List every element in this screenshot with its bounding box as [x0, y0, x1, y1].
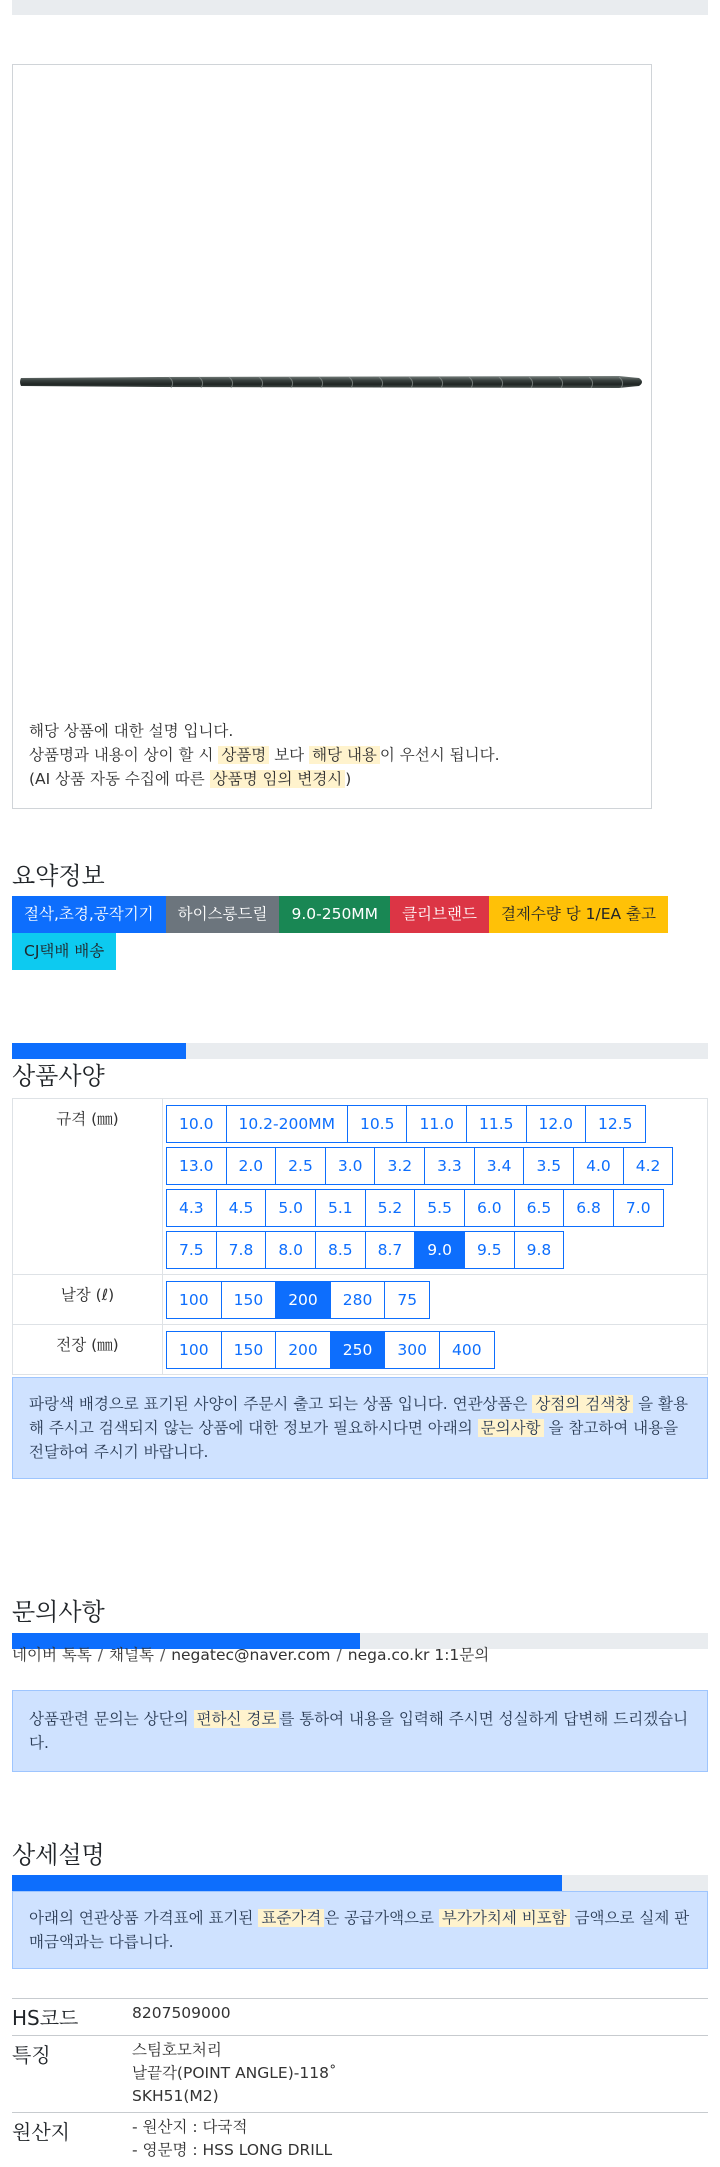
spec-option-button[interactable]: 12.5: [585, 1105, 646, 1143]
spec-label: 전장 (㎜): [13, 1325, 163, 1374]
detail-title: 상세설명: [12, 1841, 105, 1869]
detail-notice: [12, 1891, 708, 1969]
option-line: [166, 1103, 707, 1145]
spec-option-button[interactable]: 8.7: [365, 1231, 416, 1269]
spec-option-button[interactable]: 150: [221, 1281, 277, 1319]
info-key: HS코드: [12, 2006, 79, 2030]
spec-option-button[interactable]: 11.5: [466, 1105, 527, 1143]
spec-notice: [12, 1377, 708, 1479]
spec-option-button[interactable]: 6.5: [514, 1189, 565, 1227]
spec-option-button[interactable]: 3.5: [523, 1147, 574, 1185]
spec-option-button[interactable]: 3.4: [474, 1147, 525, 1185]
spec-label: 규격 (㎜): [13, 1099, 163, 1274]
desc-line-1: 해당 상품에 대한 설명 입니다.: [29, 722, 234, 740]
inquiry-title: 문의사항: [12, 1598, 105, 1626]
spec-option-button[interactable]: 11.0: [406, 1105, 467, 1143]
info-row-hs-code: [12, 1998, 708, 2035]
spec-option-button[interactable]: 75: [384, 1281, 430, 1319]
option-line: [166, 1145, 707, 1187]
spec-progress: [12, 1043, 708, 1059]
spec-option-button[interactable]: 9.8: [514, 1231, 565, 1269]
badge-product-type: 하이스롱드릴: [166, 896, 280, 933]
desc-line-2: [29, 743, 500, 767]
spec-option-button[interactable]: 4.3: [166, 1189, 217, 1227]
info-value: [132, 2002, 708, 2031]
spec-table: [12, 1098, 708, 1375]
spec-option-button[interactable]: 5.0: [265, 1189, 316, 1227]
detail-progress: [12, 1875, 708, 1891]
separator: /: [336, 1646, 342, 1664]
notice-text: 금액으로 실제 판매금액과는 다릅니다.: [29, 1909, 690, 1951]
info-row-features: [12, 2035, 708, 2112]
separator: /: [97, 1646, 104, 1664]
spec-option-button[interactable]: 280: [330, 1281, 386, 1319]
badge-size: 9.0-250MM: [279, 896, 390, 933]
spec-option-button[interactable]: 9.5: [464, 1231, 515, 1269]
spec-row-total-length: [13, 1325, 707, 1374]
info-value-line: - 영문명 : HSS LONG DRILL: [132, 2141, 333, 2159]
highlight-search: 상점의 검색창: [532, 1395, 633, 1413]
badge-brand: 클리브랜드: [390, 896, 489, 933]
detail-info-table: [12, 1998, 708, 2166]
info-key: 원산지: [12, 2120, 70, 2144]
spec-option-button[interactable]: 7.0: [613, 1189, 664, 1227]
spec-option-button[interactable]: 200: [275, 1281, 331, 1319]
option-line: [166, 1187, 707, 1229]
highlight-content: 해당 내용: [309, 746, 380, 764]
spec-option-button[interactable]: 13.0: [166, 1147, 227, 1185]
link-channel-talk[interactable]: 채널톡: [109, 1646, 154, 1664]
notice-text: 상품관련 문의는 상단의: [29, 1710, 194, 1728]
spec-option-button[interactable]: 5.1: [315, 1189, 366, 1227]
highlight-product-name: 상품명: [218, 746, 269, 764]
badge-shipping-unit: 결제수량 당 1/EA 출고: [489, 896, 668, 933]
notice-text: 파랑색 배경으로 표기된 사양이 주문시 출고 되는 상품 입니다. 연관상품은: [29, 1395, 533, 1413]
top-bar: [12, 0, 708, 15]
desc-text: 보다: [269, 746, 310, 764]
highlight-vat-excluded: 부가가치세 비포함: [439, 1909, 570, 1927]
desc-text: (AI 상품 자동 수집에 따른: [29, 770, 210, 788]
summary-badges: [12, 896, 712, 970]
notice-text: 를 통하여 내용을 입력해 주시면 성실하게 답변해 드리겠습니다.: [29, 1710, 689, 1752]
detail-progress-fill: [12, 1875, 562, 1891]
spec-option-button[interactable]: 3.2: [374, 1147, 425, 1185]
summary-title: 요약정보: [12, 862, 105, 890]
spec-option-button[interactable]: 4.5: [216, 1189, 267, 1227]
spec-label: 날장 (ℓ): [13, 1275, 163, 1324]
info-key: 특징: [12, 2043, 51, 2067]
option-line: [166, 1279, 707, 1321]
spec-option-button[interactable]: 2.5: [275, 1147, 326, 1185]
info-row-origin: [12, 2112, 708, 2166]
spec-option-button[interactable]: 100: [166, 1281, 222, 1319]
desc-line-3: [29, 767, 500, 791]
product-description: [29, 719, 500, 791]
spec-option-button[interactable]: 5.5: [414, 1189, 465, 1227]
info-value-line: - 원산지 : 다국적: [132, 2118, 248, 2136]
notice-text: 은 공급가액으로: [324, 1909, 439, 1927]
notice-text: 을 참고하여 내용을 전달하여 주시기 바랍니다.: [29, 1419, 679, 1461]
desc-text: ): [345, 770, 352, 788]
spec-option-button[interactable]: 10.2-200MM: [226, 1105, 348, 1143]
spec-option-button[interactable]: 6.0: [464, 1189, 515, 1227]
spec-option-button[interactable]: 10.0: [166, 1105, 227, 1143]
notice-text: 아래의 연관상품 가격표에 표기된: [29, 1909, 259, 1927]
info-value: [132, 2116, 708, 2162]
badge-category: 절삭,초경,공작기기: [12, 896, 166, 933]
drill-image: [19, 372, 645, 392]
inquiry-links: [12, 1643, 489, 1665]
link-website-inquiry[interactable]: nega.co.kr 1:1문의: [347, 1646, 490, 1664]
product-image-box: [12, 64, 652, 809]
spec-option-button[interactable]: 200: [275, 1331, 331, 1369]
info-value-line: SKH51(M2): [132, 2087, 219, 2105]
notice-text: 을 활용해 주시고 검색되지 않는 상품에 대한 정보가 필요하시다면 아래의: [29, 1395, 688, 1437]
desc-text: 이 우선시 됩니다.: [379, 746, 500, 764]
spec-options: [163, 1275, 707, 1324]
spec-option-button[interactable]: 3.0: [325, 1147, 376, 1185]
spec-option-button[interactable]: 12.0: [526, 1105, 587, 1143]
highlight-route: 편하신 경로: [194, 1710, 280, 1728]
info-value-line: 8207509000: [132, 2004, 231, 2022]
spec-option-button[interactable]: 250: [330, 1331, 386, 1369]
spec-option-button[interactable]: 5.2: [365, 1189, 416, 1227]
option-line: [166, 1329, 707, 1371]
spec-option-button[interactable]: 300: [384, 1331, 440, 1369]
link-email[interactable]: negatec@naver.com: [171, 1646, 331, 1664]
spec-option-button[interactable]: 4.2: [623, 1147, 674, 1185]
spec-option-button[interactable]: 100: [166, 1331, 222, 1369]
info-value: [132, 2039, 708, 2108]
info-value-line: 스팀호모처리: [132, 2041, 222, 2059]
spec-option-button[interactable]: 9.0: [414, 1231, 465, 1269]
spec-options: [163, 1099, 707, 1274]
spec-title: 상품사양: [12, 1062, 105, 1090]
highlight-standard-price: 표준가격: [258, 1909, 324, 1927]
spec-option-button[interactable]: 6.8: [563, 1189, 614, 1227]
link-naver-talk[interactable]: 네이버 톡톡: [12, 1646, 92, 1664]
inquiry-notice: [12, 1690, 708, 1772]
spec-option-button[interactable]: 8.0: [265, 1231, 316, 1269]
highlight-name-change: 상품명 임의 변경시: [210, 770, 346, 788]
highlight-inquiry: 문의사항: [478, 1419, 544, 1437]
spec-option-button[interactable]: 400: [439, 1331, 495, 1369]
spec-option-button[interactable]: 150: [221, 1331, 277, 1369]
separator: /: [159, 1646, 166, 1664]
spec-option-button[interactable]: 7.5: [166, 1231, 217, 1269]
spec-option-button[interactable]: 8.5: [315, 1231, 366, 1269]
spec-option-button[interactable]: 7.8: [216, 1231, 267, 1269]
spec-option-button[interactable]: 2.0: [226, 1147, 277, 1185]
option-line: [166, 1229, 707, 1271]
spec-option-button[interactable]: 4.0: [573, 1147, 624, 1185]
spec-row-size: [13, 1099, 707, 1275]
spec-options: [163, 1325, 707, 1374]
spec-option-button[interactable]: 10.5: [347, 1105, 408, 1143]
badge-delivery: CJ택배 배송: [12, 933, 116, 970]
spec-row-flute-length: [13, 1275, 707, 1325]
desc-text: 상품명과 내용이 상이 할 시: [29, 746, 219, 764]
info-value-line: 날끝각(POINT ANGLE)-118˚: [132, 2064, 337, 2082]
spec-option-button[interactable]: 3.3: [424, 1147, 475, 1185]
